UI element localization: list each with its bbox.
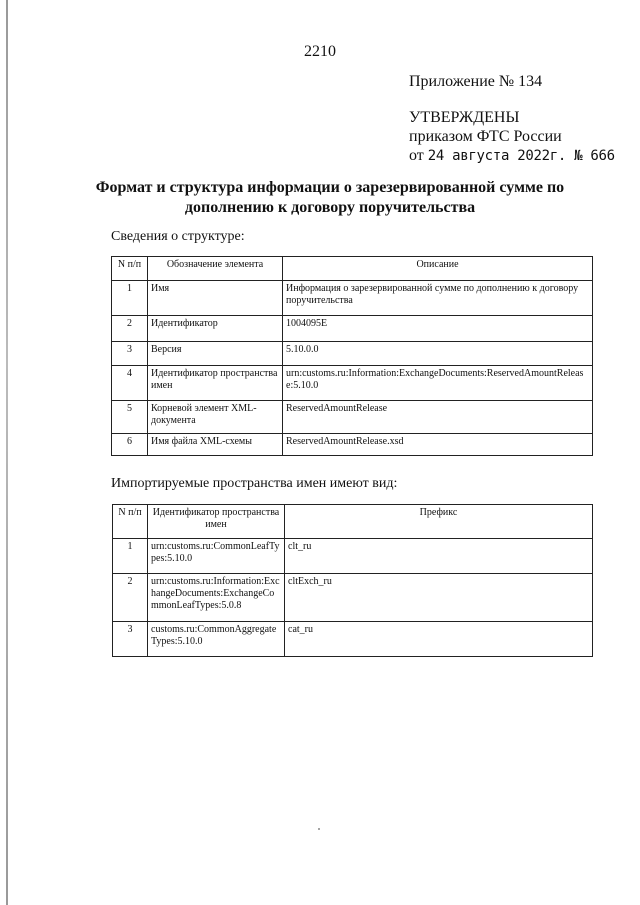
table-cell: clt_ru — [285, 539, 593, 574]
table-row — [112, 342, 593, 366]
approval-date-handwritten: 24 августа 2022г. № 666 — [427, 148, 615, 164]
table-row — [112, 316, 593, 342]
page-number: 2210 — [304, 43, 336, 60]
table-row — [113, 574, 593, 622]
table-cell: urn:customs.ru:Information:ExchangeDocuments:ExchangeCommonLeafTypes:5.0.8 — [148, 574, 285, 622]
table-cell: Идентификатор пространства имен — [148, 366, 283, 401]
column-header: N п/п — [113, 505, 148, 539]
table-row — [112, 281, 593, 316]
approval-date-prefix: от — [409, 147, 424, 164]
scan-speck — [318, 828, 320, 830]
table-row — [113, 539, 593, 574]
structure-label: Сведения о структуре: — [111, 229, 245, 244]
table-row — [112, 401, 593, 434]
approval-date-line — [409, 146, 615, 166]
table-cell: 2 — [112, 316, 148, 342]
column-header: Префикс — [285, 505, 593, 539]
table-row — [112, 434, 593, 456]
structure-table — [111, 256, 593, 456]
table-cell: ReservedAmountRelease.xsd — [283, 434, 593, 456]
appendix-label: Приложение № 134 — [409, 73, 543, 90]
approval-heading: УТВЕРЖДЕНЫ — [409, 109, 520, 126]
table-cell: Версия — [148, 342, 283, 366]
table-cell: Имя — [148, 281, 283, 316]
table-cell: 3 — [113, 622, 148, 657]
table-cell: Имя файла XML-схемы — [148, 434, 283, 456]
approval-block — [409, 108, 615, 166]
table-cell: 3 — [112, 342, 148, 366]
table-header-row — [113, 505, 593, 539]
table-cell: cat_ru — [285, 622, 593, 657]
table-cell: 1 — [113, 539, 148, 574]
scan-edge — [6, 0, 8, 905]
table-cell: 6 — [112, 434, 148, 456]
table-cell: Информация о зарезервированной сумме по дополнению к договору поручительства — [283, 281, 593, 316]
table-cell: 1004095E — [283, 316, 593, 342]
table-cell: 5.10.0.0 — [283, 342, 593, 366]
table-cell: urn:customs.ru:Information:ExchangeDocuments:ReservedAmountRelease:5.10.0 — [283, 366, 593, 401]
column-header: Идентификатор пространства имен — [148, 505, 285, 539]
table-row — [113, 622, 593, 657]
table-cell: 2 — [113, 574, 148, 622]
column-header: Описание — [283, 257, 593, 281]
imports-label: Импортируемые пространства имен имеют вид: — [111, 476, 398, 491]
approval-order: приказом ФТС России — [409, 128, 562, 145]
table-row — [112, 366, 593, 401]
column-header: Обозначение элемента — [148, 257, 283, 281]
table-cell: ReservedAmountRelease — [283, 401, 593, 434]
table-cell: Корневой элемент XML-документа — [148, 401, 283, 434]
document-title: Формат и структура информации о зарезервированной сумме по дополнению к договору поручительства — [95, 179, 565, 216]
table-cell: urn:customs.ru:CommonLeafTypes:5.10.0 — [148, 539, 285, 574]
table-cell: 5 — [112, 401, 148, 434]
imports-table — [112, 504, 593, 657]
table-header-row — [112, 257, 593, 281]
table-cell: customs.ru:CommonAggregateTypes:5.10.0 — [148, 622, 285, 657]
table-cell: 4 — [112, 366, 148, 401]
table-cell: 1 — [112, 281, 148, 316]
table-cell: cltExch_ru — [285, 574, 593, 622]
column-header: N п/п — [112, 257, 148, 281]
table-cell: Идентификатор — [148, 316, 283, 342]
